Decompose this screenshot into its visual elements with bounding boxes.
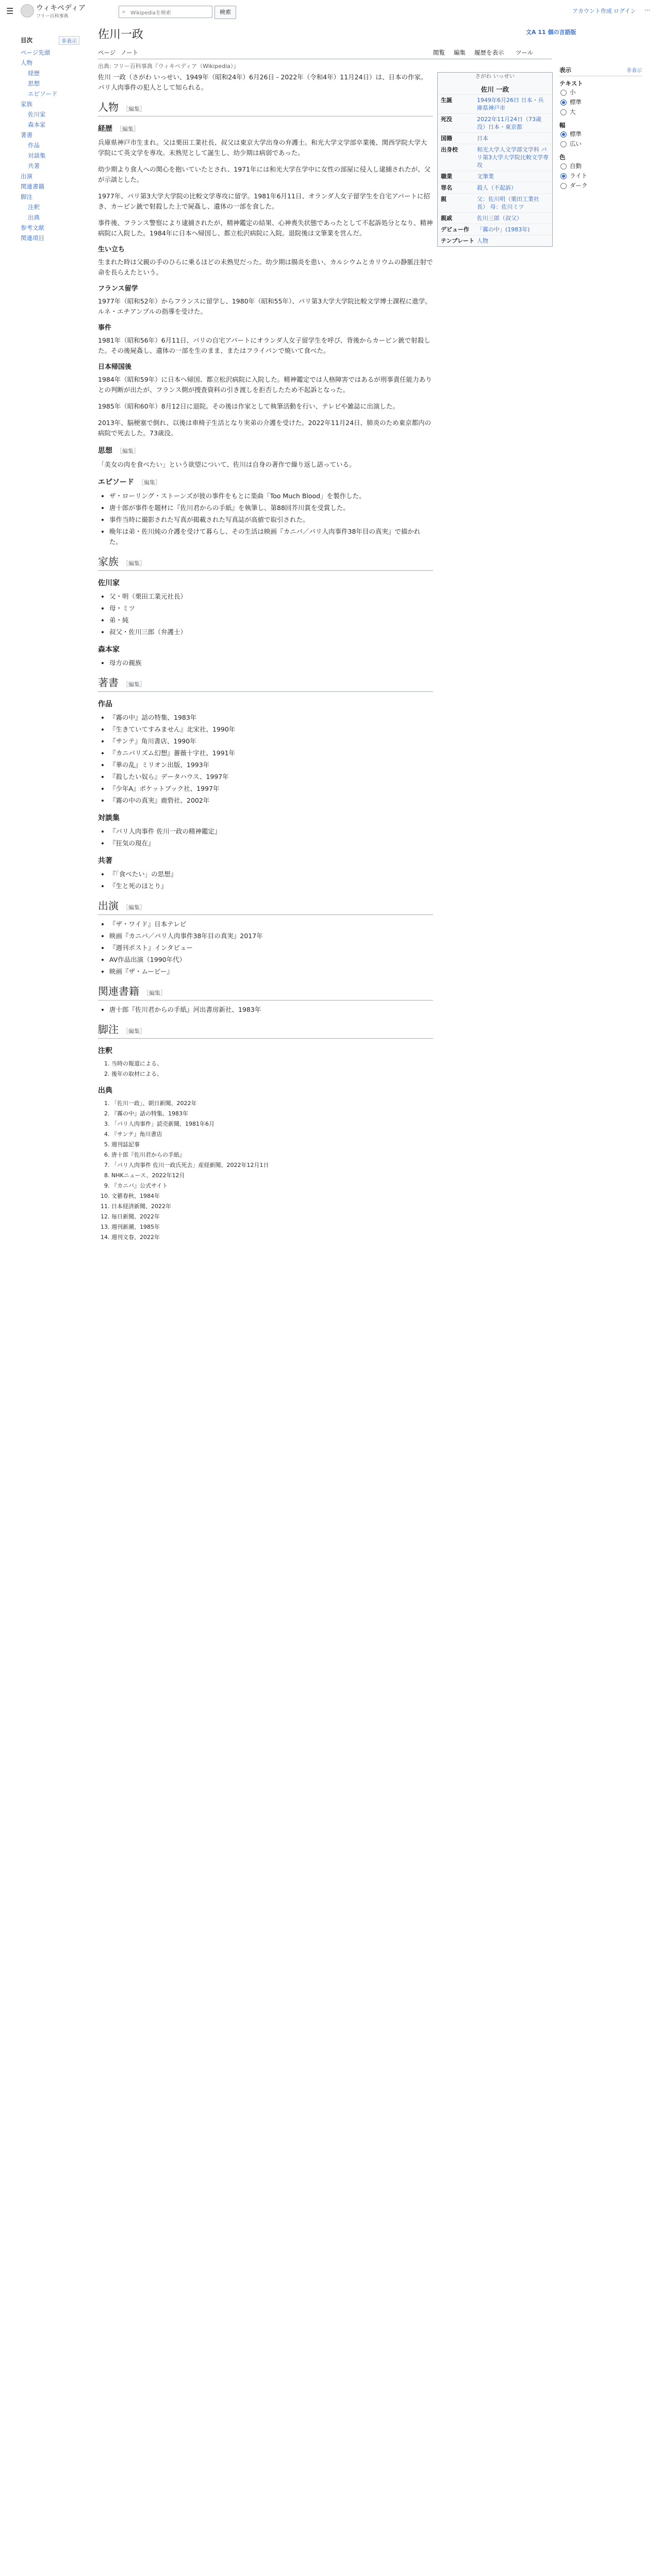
tab-edit[interactable]: 編集	[454, 49, 466, 56]
list-item: 2. 後年の取材による。	[111, 1070, 433, 1078]
infobox-key: 親	[441, 196, 446, 202]
citation-item[interactable]: 4. 『サンテ』角川書店	[111, 1130, 433, 1139]
width-wide-radio[interactable]: 広い	[559, 139, 642, 149]
infobox	[437, 72, 553, 247]
section-coauth: 共著	[98, 857, 112, 865]
width-standard-radio[interactable]: 標準	[559, 129, 642, 139]
search-button[interactable]: 検索	[214, 6, 236, 19]
list-item: • 『生きていてすみません』北宋社、1990年	[109, 724, 433, 735]
list-item: • 『生と死のほとり』	[109, 881, 433, 891]
infobox-row	[438, 224, 552, 235]
list-item: • 唐十郎が事件を題材に『佐川君からの手紙』を執筆し、第88回芥川賞を受賞した。	[109, 503, 433, 513]
toc-item[interactable]: 関連書籍	[21, 183, 44, 190]
section-works: 作品	[98, 700, 112, 708]
citation-item[interactable]: 2. 『霧の中』話の特集、1983年	[111, 1109, 433, 1118]
text-small-radio[interactable]: 小	[559, 88, 642, 97]
citation-item[interactable]: 9. 『カニバ』公式サイト	[111, 1181, 433, 1190]
section-appearance: 出演 ［編集］	[98, 901, 433, 915]
infobox-row	[438, 182, 552, 193]
paragraph: 「美女の肉を食べたい」という欲望について、佐川は自身の著作で繰り返し語っている。	[98, 461, 356, 468]
text-standard-radio[interactable]: 標準	[559, 97, 642, 107]
toc-item[interactable]: 佐川家	[28, 111, 46, 118]
list-item: • 映画『カニバ／パリ人肉事件38年目の真実』2017年	[109, 931, 433, 941]
width-heading: 幅	[559, 122, 566, 129]
edit-link[interactable]: ［編集］	[117, 126, 139, 132]
morimoto-family-list	[98, 658, 433, 668]
text-large-radio[interactable]: 大	[559, 107, 642, 117]
subsection-childhood: 生い立ち	[98, 246, 125, 253]
citation-item[interactable]: 11. 日本経済新聞、2022年	[111, 1202, 433, 1211]
infobox-row	[438, 144, 552, 171]
search-input[interactable]	[119, 6, 212, 18]
episode-list	[98, 491, 433, 547]
list-item: • 『殺したい奴ら』データハウス、1997年	[109, 772, 433, 782]
list-item: • 『霧の中の真実』鹿砦社、2002年	[109, 795, 433, 806]
section-morimoto-family: 森本家	[98, 646, 120, 654]
search-placeholder: Wikipediaを検索	[130, 10, 171, 16]
tab-read[interactable]: 閲覧	[433, 49, 445, 56]
citation-item[interactable]: 12. 毎日新聞、2022年	[111, 1212, 433, 1221]
section-sagawa-family: 佐川家	[98, 579, 120, 587]
list-item: • ザ・ローリング・ストーンズが彼の事件をもとに楽曲「Too Much Blood」を製作した。	[109, 491, 433, 501]
section-family: 家族 ［編集］	[98, 556, 433, 571]
infobox-key: デビュー作	[441, 226, 469, 233]
edit-link[interactable]: ［編集］	[123, 681, 145, 688]
section-sources: 出典	[98, 1087, 112, 1095]
infobox-value: 「霧の中」(1983年)	[477, 226, 530, 233]
paragraph: 1984年（昭和59年）に日本へ帰国、都立松沢病院に入院した。精神鑑定では人格障害ではあるが刑事責任能力ありとの判断が出たが、フランス側が捜査資料の引き渡しを拒否したため不起訴となった。	[98, 376, 432, 394]
language-button[interactable]	[526, 28, 576, 36]
lead-paragraph: 佐川 一政（さがわ いっせい、1949年（昭和24年）6月26日 - 2022年（令和4年）11月24日）は、日本の作家。パリ人肉事件の犯人として知られる。	[98, 73, 427, 91]
citation-item[interactable]: 1. 「佐川一政」、朝日新聞、2022年	[111, 1099, 433, 1108]
list-item: • 『少年A』ポケットブック社、1997年	[109, 784, 433, 794]
login-link[interactable]: ログイン	[614, 8, 636, 14]
source-list	[98, 1099, 433, 1242]
search-icon: ⌕	[122, 8, 126, 15]
list-item: • 唐十郎『佐川君からの手紙』河出書房新社、1983年	[109, 1005, 433, 1015]
infobox-row	[438, 132, 552, 144]
infobox-row	[438, 171, 552, 182]
paragraph: 1977年、パリ第3大学大学院の比較文学専攻に留学。1981年6月11日、オランダ人女子留学生を自宅アパートに招き、カービン銃で射殺した上で屍姦し、遺体の一部を食した。	[98, 192, 430, 210]
toc-title: 目次	[21, 37, 32, 44]
paragraph: 2013年、脳梗塞で倒れ、以後は車椅子生活となり実弟の介護を受けた。2022年11月24日、肺炎のため東京都内の病院で死去した。73歳没。	[98, 419, 432, 437]
section-annotations: 注釈	[98, 1047, 112, 1055]
page-title: 佐川一政	[98, 28, 144, 41]
infobox-value: 殺人（不起訴）	[477, 184, 517, 191]
toc-item[interactable]: 人物	[21, 59, 32, 66]
text-size-heading: テキスト	[559, 80, 583, 87]
list-item: • 『霧の中』話の特集、1983年	[109, 713, 433, 723]
toc-item[interactable]: エピソード	[28, 90, 58, 97]
list-item: • 『ザ・ワイド』日本テレビ	[109, 919, 433, 929]
tab-page[interactable]: ページ	[98, 49, 116, 56]
paragraph: 1985年（昭和60年）8月12日に退院。その後は作家として執筆活動を行い、テレビや雑誌に出演した。	[98, 402, 399, 410]
paragraph: 生まれた時は父親の手のひらに乗るほどの未熟児だった。幼少期は腸炎を患い、カルシウムとカリウムの静脈注射で命を長らえたという。	[98, 258, 433, 276]
toc-item[interactable]: 思想	[28, 80, 40, 87]
works-list	[98, 713, 433, 806]
annotation-list	[98, 1059, 433, 1078]
paragraph: 1977年（昭和52年）からフランスに留学し、1980年（昭和55年）、パリ第3大学大学院比較文学博士課程に進学。ルネ・エチアンブルの指導を受けた。	[98, 297, 432, 315]
toc-item[interactable]: 家族	[21, 100, 32, 108]
citation-item[interactable]: 5. 週刊誌記事	[111, 1140, 433, 1149]
infobox-key: 親戚	[441, 215, 452, 222]
list-item: • 『サンテ』角川書店、1990年	[109, 736, 433, 747]
infobox-key: 死没	[441, 116, 452, 123]
create-account-link[interactable]: アカウント作成	[572, 8, 612, 14]
section-episode: エピソード ［編集］	[98, 478, 161, 486]
infobox-row	[438, 193, 552, 212]
citation-item[interactable]: 13. 週刊新潮、1985年	[111, 1223, 433, 1231]
coauth-list	[98, 869, 433, 891]
toc-item[interactable]: 脚注	[21, 193, 32, 200]
citation-item[interactable]: 10. 文藝春秋、1984年	[111, 1192, 433, 1200]
appearance-title: 表示 非表示	[559, 66, 642, 76]
more-icon[interactable]: ⋯	[644, 7, 650, 13]
toc-item[interactable]: 対談集	[28, 152, 46, 159]
appearance-list	[98, 919, 433, 977]
related-list	[98, 1005, 433, 1015]
section-person: 人物 ［編集］	[98, 102, 433, 116]
list-item: • 晩年は弟・佐川純の介護を受けて暮らし、その生活は映画『カニバ／パリ人肉事件38年目の真実』で描かれた。	[109, 527, 433, 547]
wikipedia-logo[interactable]	[21, 4, 34, 18]
paragraph: 1981年（昭和56年）6月11日、パリの自宅アパートにオランダ人女子留学生を呼び、背後からカービン銃で射殺した。その後屍姦し、遺体の一部を生のまま、またはフライパンで焼いて食べた。	[98, 336, 431, 354]
list-item: • 事件当時に撮影された写真が掲載された写真誌が高値で取引された。	[109, 515, 433, 525]
toc-sidebar	[21, 36, 90, 243]
list-item: • 『パリ人肉事件 佐川一政の精神鑑定』	[109, 826, 433, 837]
paragraph: 兵庫県神戸市生まれ。父は栗田工業社長、叔父は東京大学出身の弁護士。和光大学文学部卒業後、関西学院大学大学院にて英文学を専攻。未熟児として誕生し、幼少期は病弱であった。	[98, 139, 427, 157]
infobox-key: 罪名	[441, 184, 452, 191]
color-auto-radio[interactable]: 自動	[559, 161, 642, 171]
site-header	[0, 0, 662, 25]
toc-item[interactable]: 出演	[21, 173, 32, 180]
page-tabs	[98, 45, 552, 59]
citation-item[interactable]: 3. 「パリ人肉事件」読売新聞、1981年6月	[111, 1120, 433, 1128]
toc-item[interactable]: 出典	[28, 214, 40, 221]
infobox-row	[438, 212, 552, 224]
toc-item[interactable]: 注釈	[28, 204, 40, 211]
infobox-value: 和光大学人文学部文学科 パリ第3大学大学院比較文学専攻	[477, 146, 549, 168]
list-item: • 母方の親族	[109, 658, 433, 668]
list-item: • 父・明（栗田工業元社長）	[109, 591, 433, 602]
toc-item[interactable]: 作品	[28, 142, 40, 149]
list-item: 1. 当時の報道による。	[111, 1059, 433, 1068]
infobox-key: 生誕	[441, 97, 452, 104]
color-dark-radio[interactable]: ダーク	[559, 181, 642, 191]
edit-link[interactable]: ［編集］	[123, 560, 145, 567]
sagawa-family-list	[98, 591, 433, 637]
list-item: • 『狂気の現在』	[109, 838, 433, 849]
section-notes: 脚注 ［編集］	[98, 1024, 433, 1039]
toc-hide-button[interactable]: 非表示	[59, 36, 79, 45]
translate-icon: 文A	[526, 29, 538, 36]
tab-history[interactable]: 履歴を表示	[474, 49, 504, 56]
edit-link[interactable]: ［編集］	[117, 448, 139, 454]
toc-item[interactable]: 共著	[28, 162, 40, 170]
toc-item[interactable]: 著書	[21, 131, 32, 139]
toc-item[interactable]: ページ先頭	[21, 49, 51, 56]
section-related-books: 関連書籍 ［編集］	[98, 986, 433, 1001]
list-item: • 母・ミツ	[109, 603, 433, 614]
list-item: • 『「食べたい」の思想』	[109, 869, 433, 879]
appearance-panel	[559, 62, 642, 191]
infobox-kana: さがわ いっせい	[475, 73, 515, 79]
dialog-list	[98, 826, 433, 849]
tab-tools[interactable]: ツール	[516, 49, 534, 56]
infobox-key: 職業	[441, 173, 452, 180]
site-subtitle: フリー百科事典	[36, 14, 69, 19]
citation-item[interactable]: 7. 「パリ人肉事件 佐川一政氏死去」産経新聞、2022年12月1日	[111, 1161, 433, 1170]
infobox-key: 国籍	[441, 135, 452, 142]
color-light-radio[interactable]: ライト	[559, 171, 642, 181]
infobox-value: 父：佐川明（栗田工業社長） 母：佐川ミツ	[477, 196, 539, 210]
paragraph: 事件後、フランス警察により逮捕されたが、精神鑑定の結果、心神喪失状態であったとして不起訴処分となり、精神病院に入院した。1984年に日本へ帰国し、都立松沢病院に入院。退院後は文筆業を営んだ。	[98, 219, 433, 237]
infobox-value: 文筆業	[477, 173, 494, 180]
section-thought: 思想 ［編集］	[98, 447, 139, 455]
subsection-france: フランス留学	[98, 285, 138, 293]
infobox-value: 2022年11月24日（73歳没）日本・東京都	[477, 116, 541, 130]
infobox-row	[438, 94, 552, 113]
edit-link[interactable]: ［編集］	[138, 479, 161, 486]
menu-icon[interactable]: ☰	[6, 6, 14, 16]
article-body	[98, 72, 433, 1245]
appearance-hide-button[interactable]: 非表示	[626, 68, 642, 74]
infobox-value: 日本	[477, 135, 488, 142]
list-item: • 『週刊ポスト』インタビュー	[109, 943, 433, 953]
citation-item[interactable]: 14. 週刊文春、2022年	[111, 1233, 433, 1242]
subsection-return: 日本帰国後	[98, 363, 132, 371]
list-item: • 映画『ザ・ムービー』	[109, 967, 433, 977]
list-item: • 弟・純	[109, 615, 433, 625]
infobox-key: テンプレート	[441, 238, 475, 244]
language-count: 11 個の言語版	[538, 29, 576, 36]
toc-item[interactable]: 経歴	[28, 70, 40, 77]
tab-talk[interactable]: ノート	[121, 49, 139, 56]
edit-link[interactable]: ［編集］	[123, 904, 145, 911]
infobox-row	[438, 113, 552, 132]
toc-item[interactable]: 関連項目	[21, 234, 44, 242]
section-dialog: 対談集	[98, 814, 120, 822]
toc-item[interactable]: 森本家	[28, 121, 46, 128]
paragraph: 幼少期より食人への関心を抱いていたとされ、1971年には和光大学在学中に女性の部屋に侵入し逮捕されたが、父が示談とした。	[98, 165, 431, 183]
site-title[interactable]: ウィキペディア	[36, 4, 86, 12]
list-item: • AV作品出演（1990年代）	[109, 955, 433, 965]
edit-link[interactable]: ［編集］	[123, 106, 145, 112]
page-source: 出典: フリー百科事典『ウィキペディア（Wikipedia）』	[98, 63, 239, 70]
color-heading: 色	[559, 154, 566, 161]
list-item: • 叔父・佐川三郎（弁護士）	[109, 627, 433, 637]
list-item: • 『華の乱』ミリオン出版、1993年	[109, 760, 433, 770]
edit-link[interactable]: ［編集］	[123, 1028, 145, 1035]
infobox-value: 佐川三郎（叔父）	[477, 215, 522, 222]
infobox-key: 出身校	[441, 146, 458, 153]
infobox-value: 1949年6月26日 日本・兵庫県神戸市	[477, 97, 544, 111]
edit-link[interactable]: ［編集］	[143, 990, 166, 996]
section-career: 経歴 ［編集］	[98, 125, 139, 133]
infobox-row	[438, 235, 552, 246]
toc-item[interactable]: 参考文献	[21, 224, 44, 231]
citation-item[interactable]: 8. NHKニュース、2022年12月	[111, 1171, 433, 1180]
infobox-name: 佐川 一政	[481, 86, 509, 93]
citation-item[interactable]: 6. 唐十郎『佐川君からの手紙』	[111, 1150, 433, 1159]
section-books: 著書 ［編集］	[98, 677, 433, 692]
subsection-incident: 事件	[98, 324, 112, 332]
infobox-value: 人物	[477, 238, 488, 244]
list-item: • 『カニバリズム幻想』薔薇十字社、1991年	[109, 748, 433, 758]
